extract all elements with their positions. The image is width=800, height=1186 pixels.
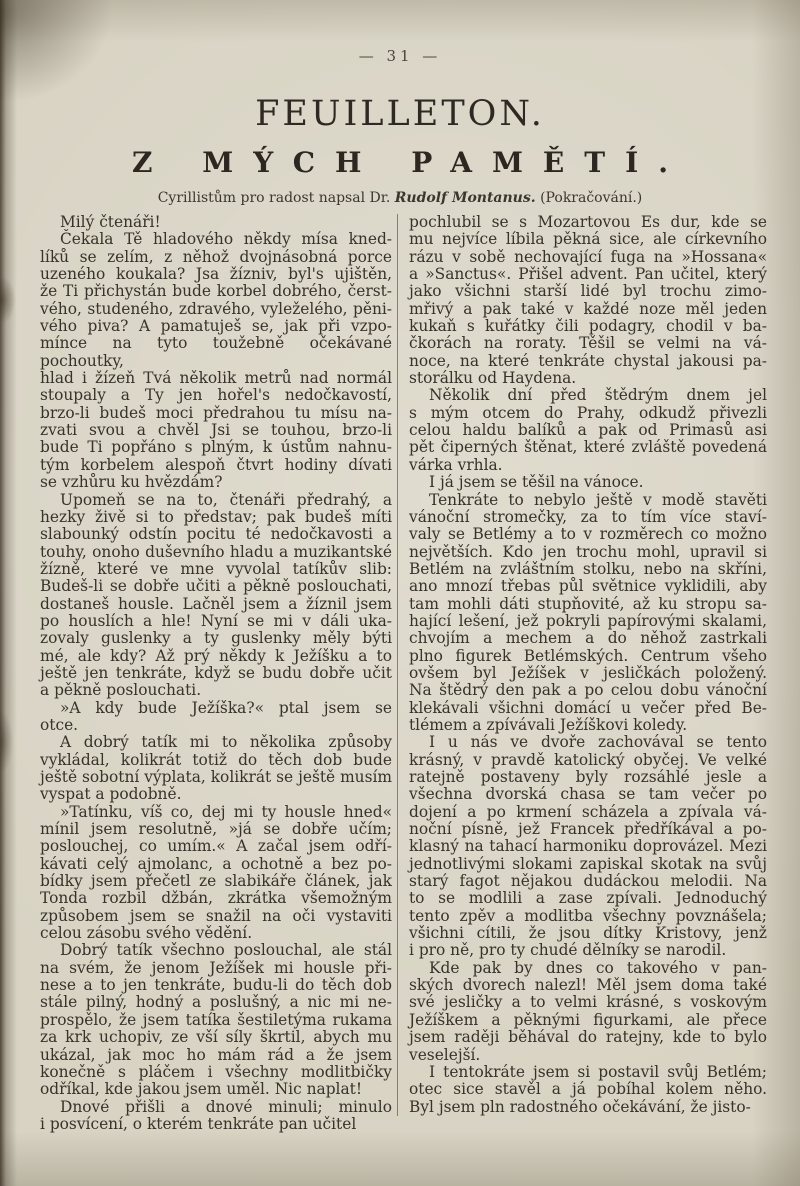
text-line: noce, na které tenkráte chystal jakousi pa- (409, 351, 767, 370)
text-line: kávati celý ajmolanc, a ochotně a bez po- (40, 854, 392, 873)
text-line: se vzhůru ku hvězdám? (40, 473, 223, 492)
text-line: dojení a po krmení scházela a zpívala vá- (409, 802, 767, 821)
text-line: že Ti přichystán bude korbel dobrého, čerst- (40, 282, 392, 301)
text-line: za krk uchopiv, ze vší síly škrtil, abych mu (40, 1028, 392, 1047)
text-line: dostaneš housle. Lačněl jsem a žíznil jsem (40, 594, 392, 613)
text-line: A dobrý tatík mi to několika způsoby (60, 733, 392, 752)
text-line: bídky jsem přečetl ze slabikáře článek, jak (40, 872, 392, 891)
text-line: líků se zelím, z něhož dvojnásobná porce (40, 247, 392, 266)
text-line: ovšem byl Ježíšek v jesličkách položený. (409, 663, 767, 682)
text-line: i pro ně, pro ty chudé dělníky se narodil. (409, 941, 727, 960)
byline-suffix: (Pokračování.) (535, 190, 643, 206)
article-body (40, 214, 770, 1133)
text-line: Několik dní před štědrým dnem jel (429, 386, 767, 405)
text-line: kukaň s kuřátky čili podagry, chodil v ba- (409, 317, 767, 336)
text-line: brzo-li budeš moci předrahou tu mísu na- (40, 403, 392, 422)
text-line: po houslích a hle! Nyní se mi v dáli uka- (40, 611, 392, 630)
text-line: Tenkráte to nebylo ještě v modě stavěti (429, 490, 767, 509)
text-line: krásný, v pravdě katolický obyčej. Ve velké (409, 750, 767, 769)
text-line: největších. Kdo jen trochu mohl, upravil si (409, 542, 767, 561)
paragraph (40, 1099, 392, 1134)
text-line: hající lešení, jež pokryli papírovými skalami, (409, 611, 767, 630)
text-line: ukázal, jak moc ho mám rád a že jsem (40, 1045, 392, 1064)
text-line: i posvícení, o kterém tenkráte pan učitel (40, 1114, 357, 1133)
section-title: FEUILLETON. (255, 94, 545, 134)
text-line: chvojím a mechem a do něhož zastrkali (409, 629, 767, 648)
text-line: Upomeň se na to, čtenáři předrahý, a (60, 490, 392, 509)
text-line: plno figurek Betlémských. Centrum všeho (409, 646, 767, 665)
text-line: čkorách na roraty. Těšil se velmi na vá- (409, 334, 767, 353)
text-line: vánoční stromečky, za to tím více staví- (409, 507, 767, 526)
text-line: celou zásobu svého vědění. (40, 924, 253, 943)
text-line: klasný na tahací harmoniku doprovázel. Mezi (409, 837, 767, 856)
paragraph (40, 734, 392, 803)
text-line: žízně, které ve mne vyvolal tatíkův slib: (40, 559, 392, 578)
paragraph (40, 942, 392, 1098)
text-line: všechna dvorská chasa se tam večer po (409, 785, 767, 804)
text-line: vykládal, kolikrát totiž do těch dob bude (40, 750, 392, 769)
text-line: veselejší. (409, 1045, 481, 1064)
text-line: ještě jen tenkráte, když se budu dobře učit (40, 663, 392, 682)
article-title: Z MÝCH PAMĚTÍ. (132, 146, 688, 179)
text-line: Budeš-li se dobře učiti a pěkně poslouchati, (40, 577, 392, 596)
text-line: a pěkně poslouchati. (40, 681, 202, 700)
text-line: otce. (40, 715, 79, 734)
paragraph (40, 214, 392, 231)
paragraph (40, 231, 392, 491)
text-line: Ježíškem a pěknými figurkami, ale přece (409, 1010, 767, 1029)
text-line: Tonda rozbil džbán, zkrátka všemožným (40, 889, 392, 908)
text-line: rázu v sobě nechovající fuga na »Hossana« (409, 247, 767, 266)
text-line: a »Sanctus«. Přišel advent. Pan učitel, který (409, 265, 767, 284)
text-line: tento zpěv a modlitba všechny povznášela; (409, 906, 767, 925)
text-line: »A kdy bude Ježíška?« ptal jsem se (60, 698, 392, 717)
text-line: tlémem a zpívávali Ježíškovi koledy. (409, 715, 688, 734)
text-line: Milý čtenáři! (60, 213, 161, 231)
text-line: storálku od Haydena. (409, 369, 577, 388)
text-line: klekávali všichni domácí u večer před Be- (409, 698, 767, 717)
paragraph (40, 804, 392, 943)
text-line: své jesličky a to velmi krásné, s voskovým (409, 993, 767, 1012)
text-line: uzeného koukala? Jsa žízniv, byl's ujištěn, (40, 265, 392, 284)
text-line: touhy, onoho duševního hladu a muzikantské (40, 542, 392, 561)
text-line: stále pilný, hodný a poslušný, a nic mi ne- (40, 993, 392, 1012)
text-line: způsobem jsem se snažil na oči vystaviti (40, 906, 392, 925)
paragraph (409, 387, 767, 474)
paragraph (409, 492, 767, 735)
text-line: hlad i žízeň Tvá několik metrů nad normál (40, 369, 392, 388)
right-column (397, 214, 767, 1116)
page-number: — 31 — (358, 47, 442, 65)
text-line: mřivý a pak také v každé noze měl jeden (409, 299, 767, 318)
text-line: Na štědrý den pak a po celou dobu vánoční (409, 681, 767, 700)
text-line: nese a to jen tenkráte, budu-li do těch dob (40, 976, 392, 995)
text-line: zovaly guslenky a ty guslenky měly býti (40, 629, 392, 648)
text-line: valy se Betlémy a to v rozměrech co možno (409, 525, 767, 544)
text-line: I tentokráte jsem si postavil svůj Betlém; (429, 1062, 767, 1081)
text-line: hezky živě si to představ; pak budeš míti (40, 507, 392, 526)
text-line: konečně s pláčem i všechny modlitbičky (40, 1062, 392, 1081)
text-line: pochlubil se s Mozartovou Es dur, kde se (409, 213, 767, 231)
left-column (40, 214, 392, 1133)
text-line: prospělo, že jsem tatíka šestiletýma rukama (40, 1010, 392, 1029)
byline (0, 190, 800, 206)
text-line: I já jsem se těšil na vánoce. (429, 473, 644, 492)
text-line: ratejně postaveny byly rozsáhlé jesle a (409, 768, 767, 786)
paragraph (40, 492, 392, 700)
text-line: ano mnozí třebas půl světnice vyklidili, aby (409, 577, 767, 596)
paragraph (409, 734, 767, 959)
text-line: zvati svou a chvěl Jsi se touhou, brzo-li (40, 421, 392, 440)
text-line: jednotlivými slokami zapiskal skotak na svůj (409, 854, 767, 873)
text-line: poslouchej, co umím.« A začal jsem odří- (40, 837, 392, 856)
text-line: mínil jsem resolutně, »já se dobře učím; (40, 820, 392, 839)
text-line: »Tatínku, víš co, dej mi ty housle hned« (60, 802, 392, 821)
text-line: tým korbelem alespoň čtvrt hodiny dívati (40, 455, 392, 474)
text-line: tam mohli dáti stupňovité, až ku stropu sa- (409, 594, 767, 613)
text-line: Dobrý tatík všechno poslouchal, ale stál (60, 941, 392, 960)
text-line: Byl jsem pln radostného očekávání, že jisto- (409, 1097, 751, 1116)
text-line: otec sice stavěl a já pobíhal kolem něho. (409, 1080, 767, 1099)
text-line: pět čiperných štěnat, které zvláště povedená (409, 438, 767, 457)
text-line: na svém, že jenom Ježíšek mi housle při- (40, 958, 392, 977)
text-line: stoupaly a Ty jen hořel's nedočkavostí, (40, 386, 392, 405)
paragraph (40, 700, 392, 735)
text-line: vého, studeného, zdravého, vyleželého, pěni- (40, 299, 392, 318)
text-line: jsem raději běhával do ratejny, kde to bylo (409, 1028, 767, 1047)
text-line: Čekala Tě hladového někdy mísa kned- (60, 230, 392, 249)
paragraph (409, 214, 767, 387)
text-line: bude Ti popřáno s plným, k ústům nahnu- (40, 438, 392, 457)
text-line: slabounký odstín pocitu té nedočkavosti a (40, 525, 392, 544)
text-line: ských dvorech nalezl! Měl jsem doma také (409, 976, 767, 995)
text-line: Betlém na zvláštním stolku, nebo na skříni, (409, 559, 767, 578)
paragraph (409, 960, 767, 1064)
text-line: noční písně, jež Francek předříkával a po- (409, 820, 767, 839)
text-line: várka vrhla. (409, 455, 503, 474)
text-line: starý fagot nějakou dudáckou melodii. Na (409, 872, 767, 891)
text-line: odříkal, kde jakou jsem uměl. Nic naplat! (40, 1080, 363, 1099)
text-line: ještě sobotní výplata, kolikrát se ještě musím (40, 768, 392, 786)
text-line: celou haldu balíků a pak od Primasů asi (409, 421, 767, 440)
text-line: Dnové přišli a dnové minuli; minulo (60, 1097, 392, 1116)
text-line: jako všichni starší lidé byl trochu zimo- (409, 282, 767, 301)
byline-author: Rudolf Montanus. (394, 190, 536, 206)
text-line: I u nás ve dvoře zachovával se tento (429, 733, 767, 752)
text-line: mu nejvíce líbila pěkná sice, ale církevního (409, 230, 767, 249)
text-line: Kde pak by dnes co takového v pan- (429, 958, 767, 977)
byline-prefix: Cyrillistům pro radost napsal Dr. (157, 190, 395, 206)
text-line: s mým otcem do Prahy, odkudž přivezli (409, 403, 767, 422)
text-line: vyspat a podobně. (40, 785, 182, 804)
text-line: mé, ale kdy? Až prý někdy k Ježíšku a to (40, 646, 392, 665)
paragraph (409, 474, 767, 491)
text-line: to se modlili a zase zpívali. Jednoduchý (409, 889, 767, 908)
text-line: mínce na tyto toužebně očekávané pochoutky, (40, 334, 392, 370)
paragraph (409, 1064, 767, 1116)
text-line: vého piva? A pamatuješ se, jak při vzpo- (40, 317, 392, 336)
text-line: všichni cítili, že jsou dítky Kristovy, jenž (409, 924, 767, 943)
